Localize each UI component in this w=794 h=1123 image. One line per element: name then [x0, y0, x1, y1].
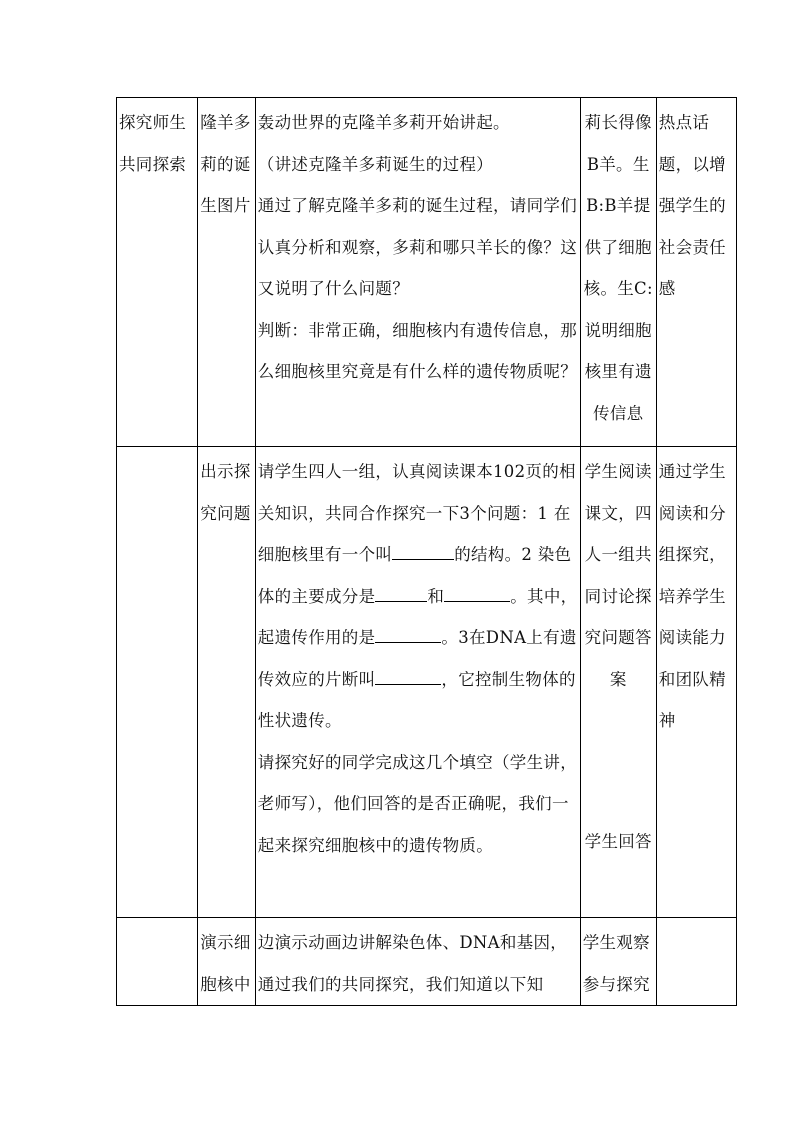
paragraph: 请探究好的同学完成这几个填空（学生讲，老师写），他们回答的是否正确呢，我们一起来探究细胞核中的遗传物质。: [257, 752, 577, 855]
fill-blank: [444, 583, 510, 602]
student-activity-cell: 学生观察参与探究: [580, 918, 656, 1006]
fill-blank: [392, 541, 454, 560]
stage-cell: [117, 447, 198, 918]
design-intent-cell: 热点话题，以增强学生的社会责任感: [656, 98, 736, 447]
paragraph: 判断：非常正确，细胞核内有遗传信息，那么细胞核里究竟是有什么样的遗传物质呢？: [257, 320, 577, 381]
teacher-activity-cell: [255, 447, 580, 918]
paragraph: 请学生四人一组，认真阅读课本102页的相关知识，共同合作探究一下3个问题：1 在细胞核里有一个叫 的结构。2 染色体的主要成分是 和 。其中，起遗传作用的是 。3在DNA上有遗传效应的片断叫 ，它控制生物体的性状遗传。: [257, 462, 578, 730]
paragraph: 通过了解克隆羊多莉的诞生过程，请同学们认真分析和观察，多莉和哪只羊长的像？这又说明了什么问题？: [257, 196, 577, 298]
paragraph: 轰动世界的克隆羊多莉开始讲起。: [257, 113, 510, 132]
stage-cell: 探究师生共同探索: [117, 98, 198, 447]
fill-blank: [375, 666, 441, 685]
material-cell: 出示探究问题: [198, 447, 256, 918]
lesson-plan-table: [116, 97, 737, 1006]
table-row: [117, 447, 737, 918]
table-row: [117, 918, 737, 1006]
fill-blank: [375, 624, 441, 643]
stage-cell: [117, 918, 198, 1006]
material-cell: 演示细胞核中: [198, 918, 256, 1006]
fill-blank: [375, 583, 427, 602]
design-intent-cell: 通过学生阅读和分组探究，培养学生阅读能力和团队精神: [656, 447, 736, 918]
material-cell: 隆羊多莉的诞生图片: [198, 98, 256, 447]
table-row: [117, 98, 737, 447]
paragraph: （讲述克隆羊多莉诞生的过程）: [257, 154, 493, 174]
student-activity-cell: 莉长得像B羊。生B:B羊提供了细胞核。生C:说明细胞核里有遗传信息: [580, 98, 656, 447]
design-intent-cell: [656, 918, 736, 1006]
teacher-activity-cell: [255, 98, 580, 447]
student-activity-cell: 学生阅读课文，四人一组共同讨论探究问题答案 学生回答: [580, 447, 656, 918]
teacher-activity-cell: 边演示动画边讲解染色体、DNA和基因，通过我们的共同探究，我们知道以下知: [255, 918, 580, 1006]
